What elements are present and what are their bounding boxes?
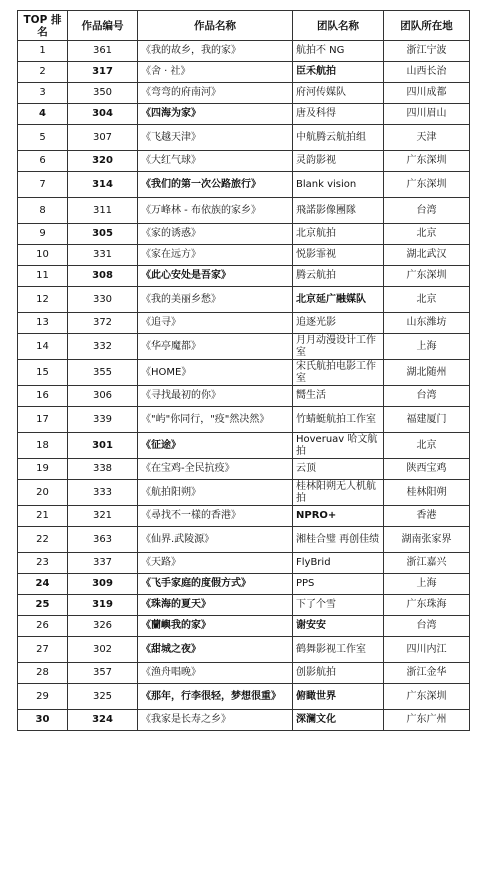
- table-row: [18, 83, 470, 104]
- team-name-cell: 飛諾影像團隊: [293, 198, 384, 224]
- header-work-code: 作品编号: [68, 11, 138, 41]
- work-code-cell: 350: [68, 83, 138, 104]
- work-code-cell: 301: [68, 433, 138, 459]
- table-row: [18, 527, 470, 553]
- team-name-cell: 灵韵影视: [293, 151, 384, 172]
- work-title-cell: 《征途》: [138, 433, 293, 459]
- table-row: [18, 684, 470, 710]
- team-location-cell: 四川眉山: [384, 104, 470, 125]
- rank-cell: 23: [18, 553, 68, 574]
- rank-cell: 13: [18, 313, 68, 334]
- table-row: [18, 386, 470, 407]
- work-code-cell: 319: [68, 595, 138, 616]
- work-code-cell: 326: [68, 616, 138, 637]
- work-code-cell: 302: [68, 637, 138, 663]
- team-name-cell: 深澜文化: [293, 710, 384, 731]
- team-location-cell: 桂林阳朔: [384, 480, 470, 506]
- team-location-cell: 台湾: [384, 386, 470, 407]
- table-row: [18, 287, 470, 313]
- team-name-cell: 俯瞰世界: [293, 684, 384, 710]
- team-name-cell: Blank vision: [293, 172, 384, 198]
- work-code-cell: 333: [68, 480, 138, 506]
- table-row: [18, 172, 470, 198]
- work-title-cell: 《我的故乡，我的家》: [138, 41, 293, 62]
- work-title-cell: 《我的美丽乡愁》: [138, 287, 293, 313]
- team-location-cell: 福建厦门: [384, 407, 470, 433]
- team-location-cell: 广东珠海: [384, 595, 470, 616]
- team-name-cell: 航拍不 NG: [293, 41, 384, 62]
- work-code-cell: 330: [68, 287, 138, 313]
- table-row: [18, 637, 470, 663]
- work-title-cell: 《航拍阳朔》: [138, 480, 293, 506]
- team-location-cell: 浙江宁波: [384, 41, 470, 62]
- work-code-cell: 337: [68, 553, 138, 574]
- rank-cell: 8: [18, 198, 68, 224]
- work-code-cell: 321: [68, 506, 138, 527]
- work-code-cell: 332: [68, 334, 138, 360]
- work-title-cell: 《珠海的夏天》: [138, 595, 293, 616]
- work-title-cell: 《仙界.武陵源》: [138, 527, 293, 553]
- table-header-row: [18, 11, 470, 41]
- team-name-cell: 府河传媒队: [293, 83, 384, 104]
- team-name-cell: 竹蜻蜓航拍工作室: [293, 407, 384, 433]
- team-name-cell: 谢安安: [293, 616, 384, 637]
- table-row: [18, 198, 470, 224]
- work-code-cell: 361: [68, 41, 138, 62]
- rank-cell: 19: [18, 459, 68, 480]
- table-row: [18, 334, 470, 360]
- team-name-cell: 云顶: [293, 459, 384, 480]
- work-title-cell: 《家在远方》: [138, 245, 293, 266]
- work-title-cell: 《在宝鸡-全民抗疫》: [138, 459, 293, 480]
- team-location-cell: 广东深圳: [384, 172, 470, 198]
- team-name-cell: 鹤舞影视工作室: [293, 637, 384, 663]
- table-row: [18, 224, 470, 245]
- rank-cell: 26: [18, 616, 68, 637]
- team-location-cell: 浙江金华: [384, 663, 470, 684]
- team-name-cell: 创影航拍: [293, 663, 384, 684]
- work-title-cell: 《尋找不一樣的香港》: [138, 506, 293, 527]
- work-title-cell: 《我家是长寿之乡》: [138, 710, 293, 731]
- table-row: [18, 595, 470, 616]
- team-location-cell: 天津: [384, 125, 470, 151]
- work-code-cell: 331: [68, 245, 138, 266]
- work-title-cell: 《万峰林 - 布依族的家乡》: [138, 198, 293, 224]
- table-row: [18, 616, 470, 637]
- work-title-cell: 《此心安处是吾家》: [138, 266, 293, 287]
- team-location-cell: 浙江嘉兴: [384, 553, 470, 574]
- rank-cell: 14: [18, 334, 68, 360]
- rank-cell: 3: [18, 83, 68, 104]
- work-title-cell: 《那年，行李很轻，梦想很重》: [138, 684, 293, 710]
- team-name-cell: 唐及科得: [293, 104, 384, 125]
- rank-cell: 9: [18, 224, 68, 245]
- work-code-cell: 309: [68, 574, 138, 595]
- work-code-cell: 338: [68, 459, 138, 480]
- table-row: [18, 459, 470, 480]
- work-title-cell: 《渔舟唱晚》: [138, 663, 293, 684]
- table-row: [18, 506, 470, 527]
- table-row: [18, 151, 470, 172]
- table-row: [18, 313, 470, 334]
- team-name-cell: 追逐光影: [293, 313, 384, 334]
- rank-cell: 2: [18, 62, 68, 83]
- rank-cell: 24: [18, 574, 68, 595]
- team-location-cell: 广东广州: [384, 710, 470, 731]
- team-location-cell: 四川内江: [384, 637, 470, 663]
- work-code-cell: 357: [68, 663, 138, 684]
- team-name-cell: 嚮生活: [293, 386, 384, 407]
- rank-cell: 29: [18, 684, 68, 710]
- table-row: [18, 125, 470, 151]
- work-title-cell: 《寻找最初的你》: [138, 386, 293, 407]
- team-location-cell: 广东深圳: [384, 151, 470, 172]
- team-name-cell: 臣禾航拍: [293, 62, 384, 83]
- ranking-table-container: [17, 10, 469, 731]
- team-location-cell: 湖北武汉: [384, 245, 470, 266]
- rank-cell: 4: [18, 104, 68, 125]
- work-title-cell: 《蘭嶼我的家》: [138, 616, 293, 637]
- team-name-cell: Hoveruav 哈文航拍: [293, 433, 384, 459]
- header-rank: TOP 排名: [18, 11, 68, 41]
- work-code-cell: 339: [68, 407, 138, 433]
- work-code-cell: 314: [68, 172, 138, 198]
- team-location-cell: 台湾: [384, 198, 470, 224]
- rank-cell: 18: [18, 433, 68, 459]
- work-title-cell: 《追寻》: [138, 313, 293, 334]
- table-row: [18, 710, 470, 731]
- table-row: [18, 407, 470, 433]
- work-title-cell: 《舍 · 社》: [138, 62, 293, 83]
- work-code-cell: 372: [68, 313, 138, 334]
- team-location-cell: 四川成都: [384, 83, 470, 104]
- team-location-cell: 北京: [384, 433, 470, 459]
- work-code-cell: 305: [68, 224, 138, 245]
- work-title-cell: 《飞手家庭的度假方式》: [138, 574, 293, 595]
- work-code-cell: 355: [68, 360, 138, 386]
- rank-cell: 28: [18, 663, 68, 684]
- rank-cell: 27: [18, 637, 68, 663]
- table-row: [18, 62, 470, 83]
- work-code-cell: 306: [68, 386, 138, 407]
- table-row: [18, 41, 470, 62]
- rank-cell: 5: [18, 125, 68, 151]
- work-title-cell: 《甜城之夜》: [138, 637, 293, 663]
- work-title-cell: 《家的诱惑》: [138, 224, 293, 245]
- ranking-table: [17, 10, 470, 731]
- team-name-cell: 宋氏航拍电影工作室: [293, 360, 384, 386]
- rank-cell: 12: [18, 287, 68, 313]
- work-code-cell: 324: [68, 710, 138, 731]
- header-team-location: 团队所在地: [384, 11, 470, 41]
- header-work-title: 作品名称: [138, 11, 293, 41]
- rank-cell: 30: [18, 710, 68, 731]
- rank-cell: 15: [18, 360, 68, 386]
- work-code-cell: 311: [68, 198, 138, 224]
- table-row: [18, 245, 470, 266]
- team-location-cell: 北京: [384, 224, 470, 245]
- rank-cell: 7: [18, 172, 68, 198]
- team-location-cell: 广东深圳: [384, 684, 470, 710]
- team-name-cell: 悦影霏视: [293, 245, 384, 266]
- work-code-cell: 308: [68, 266, 138, 287]
- rank-cell: 21: [18, 506, 68, 527]
- work-title-cell: 《天路》: [138, 553, 293, 574]
- team-location-cell: 上海: [384, 574, 470, 595]
- work-code-cell: 320: [68, 151, 138, 172]
- team-name-cell: 湘桂合璧 再创佳绩: [293, 527, 384, 553]
- rank-cell: 17: [18, 407, 68, 433]
- team-location-cell: 台湾: [384, 616, 470, 637]
- work-code-cell: 317: [68, 62, 138, 83]
- table-row: [18, 104, 470, 125]
- work-title-cell: 《华亭魔都》: [138, 334, 293, 360]
- team-location-cell: 山西长治: [384, 62, 470, 83]
- team-location-cell: 北京: [384, 287, 470, 313]
- header-team-name: 团队名称: [293, 11, 384, 41]
- rank-cell: 20: [18, 480, 68, 506]
- table-row: [18, 553, 470, 574]
- team-location-cell: 陕西宝鸡: [384, 459, 470, 480]
- rank-cell: 6: [18, 151, 68, 172]
- team-name-cell: PPS: [293, 574, 384, 595]
- work-code-cell: 304: [68, 104, 138, 125]
- work-title-cell: 《四海为家》: [138, 104, 293, 125]
- table-row: [18, 480, 470, 506]
- team-name-cell: NPRO+: [293, 506, 384, 527]
- team-name-cell: 腾云航拍: [293, 266, 384, 287]
- table-row: [18, 360, 470, 386]
- team-name-cell: 下了个雪: [293, 595, 384, 616]
- team-name-cell: 月月动漫设计工作室: [293, 334, 384, 360]
- rank-cell: 25: [18, 595, 68, 616]
- table-row: [18, 266, 470, 287]
- work-code-cell: 363: [68, 527, 138, 553]
- team-name-cell: 北京延广融媒队: [293, 287, 384, 313]
- team-location-cell: 湖北随州: [384, 360, 470, 386]
- work-title-cell: 《飞越天津》: [138, 125, 293, 151]
- team-location-cell: 湖南张家界: [384, 527, 470, 553]
- table-row: [18, 574, 470, 595]
- team-location-cell: 山东潍坊: [384, 313, 470, 334]
- team-name-cell: FlyBrid: [293, 553, 384, 574]
- rank-cell: 22: [18, 527, 68, 553]
- team-name-cell: 中航腾云航拍组: [293, 125, 384, 151]
- work-code-cell: 325: [68, 684, 138, 710]
- work-title-cell: 《大红气球》: [138, 151, 293, 172]
- team-location-cell: 香港: [384, 506, 470, 527]
- work-code-cell: 307: [68, 125, 138, 151]
- work-title-cell: 《HOME》: [138, 360, 293, 386]
- work-title-cell: 《我们的第一次公路旅行》: [138, 172, 293, 198]
- rank-cell: 11: [18, 266, 68, 287]
- work-title-cell: 《"屿"你同行，"疫"然决然》: [138, 407, 293, 433]
- team-location-cell: 上海: [384, 334, 470, 360]
- work-title-cell: 《弯弯的府南河》: [138, 83, 293, 104]
- table-row: [18, 663, 470, 684]
- team-name-cell: 桂林阳朔无人机航拍: [293, 480, 384, 506]
- rank-cell: 10: [18, 245, 68, 266]
- table-row: [18, 433, 470, 459]
- team-name-cell: 北京航拍: [293, 224, 384, 245]
- rank-cell: 16: [18, 386, 68, 407]
- team-location-cell: 广东深圳: [384, 266, 470, 287]
- rank-cell: 1: [18, 41, 68, 62]
